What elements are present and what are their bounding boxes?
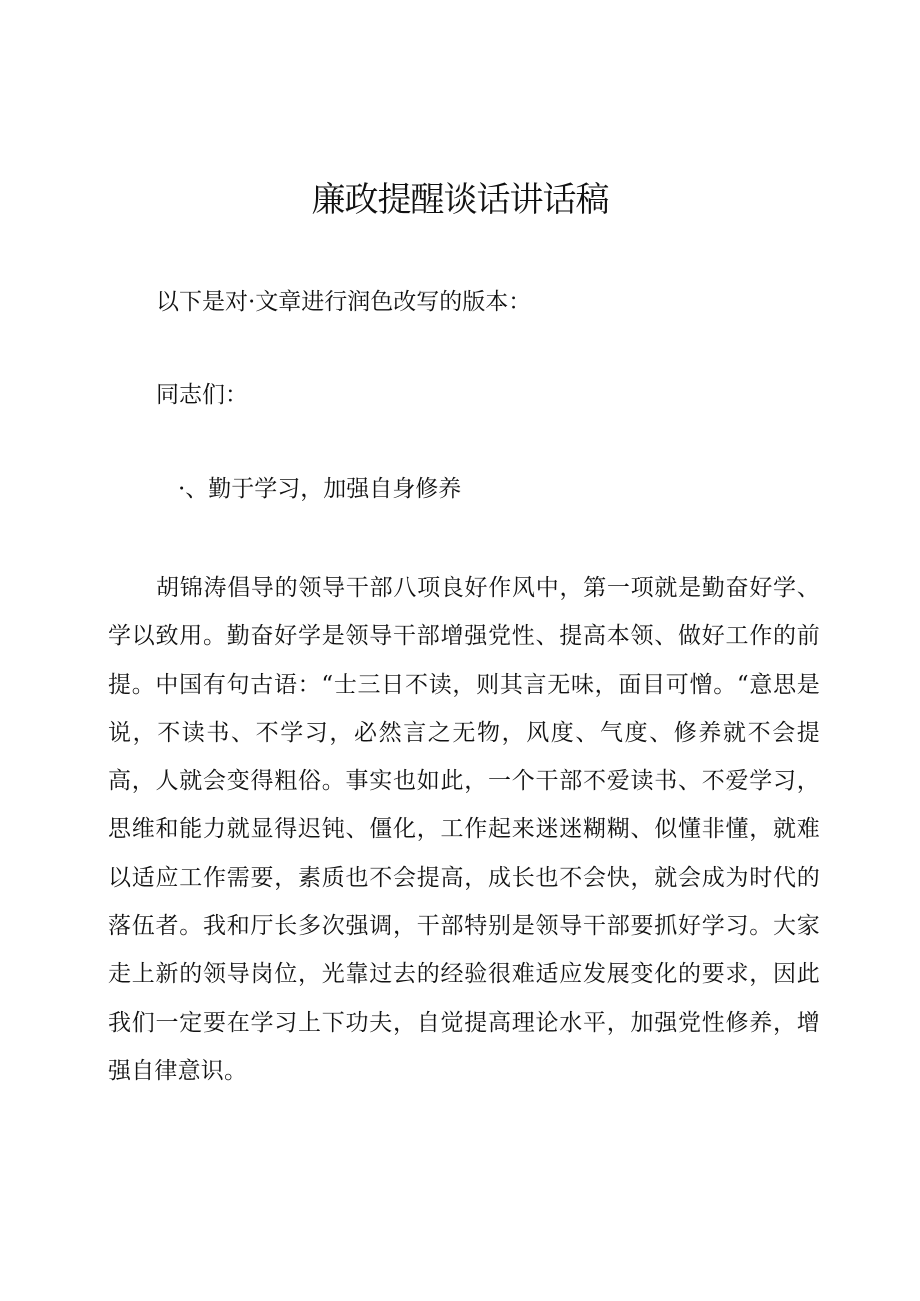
document-title: 廉政提醒谈话讲话稿: [311, 180, 609, 220]
salutation: 同志们：: [156, 382, 248, 408]
section-heading: ·、勤于学习，加强自身修养: [178, 476, 462, 502]
intro-line: 以下是对·文章进行润色改写的版本：: [156, 289, 532, 315]
body-paragraph: 胡锦涛倡导的领导干部八项良好作风中，第一项就是勤奋好学、学以致用。勤奋好学是领导干部增强党性、提高本领、做好工作的前提。中国有句古语：“士三日不读，则其言无味，面目可憎。“意思是说，不读书、不学习，必然言之无物，风度、气度、修养就不会提高，人就会变得粗俗。事实也如此，一个干部不爱读书、不爱学习，思维和能力就显得迟钝、僵化，工作起来迷迷糊糊、似懂非懂，就难以适应工作需要，素质也不会提高，成长也不会快，就会成为时代的落伍者。我和厅长多次强调，干部特别是领导干部要抓好学习。大家走上新的领导岗位，光靠过去的经验很难适应发展变化的要求，因此我们一定要在学习上下功夫，自觉提高理论水平，加强党性修养，增强自律意识。: [108, 575, 820, 1084]
